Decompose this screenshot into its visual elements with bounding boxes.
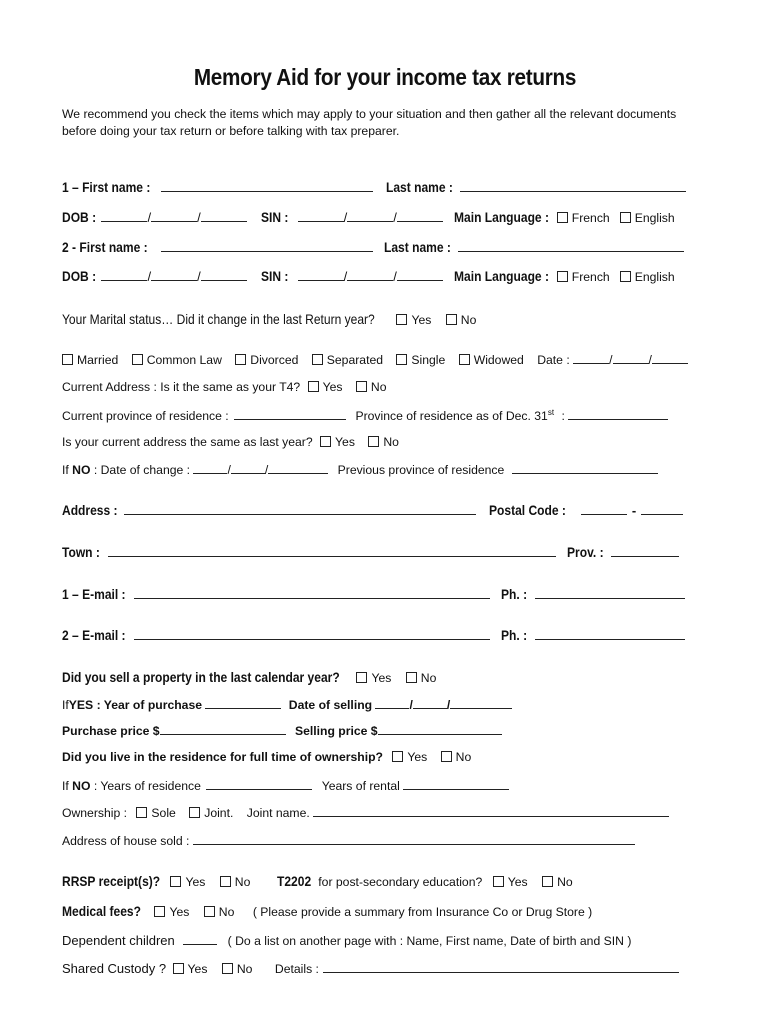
address-last-year-no-checkbox[interactable] [368,436,379,447]
if-no-prefix: If [62,463,69,477]
address-t4-no-label: No [370,380,387,394]
date-selling-label: Date of selling [288,698,373,712]
address-sold-field[interactable] [193,833,635,845]
if-no-word: NO [72,463,91,477]
email1-field[interactable] [134,587,490,599]
email2-label: 2 – E-mail : [62,627,126,643]
rrsp-yes-checkbox[interactable] [170,876,181,887]
sin-label-2: SIN : [261,268,289,284]
phone2-field[interactable] [535,628,685,640]
postal-code-part2[interactable] [641,503,683,515]
email2-field[interactable] [134,628,490,640]
address-t4-no-checkbox[interactable] [356,381,367,392]
french-checkbox[interactable] [557,212,568,223]
dependents-label: Dependent children [62,933,175,948]
medical-no-label: No [218,905,235,919]
address-last-year-yes-checkbox[interactable] [320,436,331,447]
main-language-label-2: Main Language : [454,268,550,284]
sin-part1-field-2[interactable] [298,269,344,281]
rrsp-yes-label: Yes [185,875,206,889]
english-label-2: English [634,270,675,284]
property-no-label: No [420,671,437,685]
single-checkbox[interactable] [396,354,407,365]
address-t4-yes-checkbox[interactable] [308,381,319,392]
medical-no-checkbox[interactable] [204,906,215,917]
phone1-field[interactable] [535,587,685,599]
last-name-label: Last name : [385,179,453,195]
t2202-no-checkbox[interactable] [542,876,553,887]
sin-part2-field-2[interactable] [347,269,393,281]
custody-yes-checkbox[interactable] [173,963,184,974]
change-year-field[interactable] [268,462,328,474]
dependents-row [62,932,631,950]
phone1-label: Ph. : [500,586,528,602]
rrsp-label: RRSP receipt(s)? [62,873,161,889]
property-question: Did you sell a property in the last calendar year? [62,669,340,685]
email1-row [62,586,685,604]
live-yes-checkbox[interactable] [392,751,403,762]
person2-name-row [62,239,684,257]
previous-province-label: Previous province of residence [337,463,505,477]
years-residence-label: : Years of residence [93,779,201,793]
prov-field[interactable] [611,545,679,557]
sole-checkbox[interactable] [136,807,147,818]
dob-month-field[interactable] [151,210,197,222]
dob-year-field-2[interactable] [201,269,247,281]
email2-row [62,627,685,645]
live-no-checkbox[interactable] [441,751,452,762]
marital-date-year[interactable] [652,352,688,364]
property-yes-label: Yes [371,671,392,685]
joint-name-label: Joint name. [246,806,310,820]
common-law-checkbox[interactable] [132,354,143,365]
selling-day-field[interactable] [375,697,409,709]
common-law-label: Common Law [146,353,222,367]
medical-label: Medical fees? [62,903,141,919]
years-rental-label: Years of rental [321,779,400,793]
rrsp-no-label: No [234,875,251,889]
email1-label: 1 – E-mail : [62,586,126,602]
first-name-field[interactable] [161,180,373,192]
address-field[interactable] [124,503,476,515]
ownership-row [62,805,669,820]
divorced-label: Divorced [250,353,299,367]
custody-label: Shared Custody ? [62,961,167,976]
selling-price-field[interactable] [378,723,502,735]
first-name-label-2: 2 - First name : [62,239,148,255]
dob-month-field-2[interactable] [151,269,197,281]
marital-no-checkbox[interactable] [446,314,457,325]
married-label: Married [77,353,119,367]
medical-yes-label: Yes [169,905,190,919]
address-last-year-no-label: No [383,435,399,449]
ownership-label: Ownership : [62,806,128,820]
t2202-no-label: No [557,875,573,889]
postal-code-label: Postal Code : [488,502,566,518]
sin-label: SIN : [261,209,289,225]
change-date-row: If NO : Date of change : / / Previous province of residence [62,462,658,477]
postal-dash: - [631,503,637,518]
custody-yes-label: Yes [187,962,208,976]
years-residence-field[interactable] [206,778,312,790]
change-day-field[interactable] [193,462,227,474]
previous-province-field[interactable] [512,462,658,474]
address-last-year-row [62,435,399,449]
sole-label: Sole [151,806,176,820]
main-language-label: Main Language : [454,209,550,225]
marital-date-label: Date : [537,353,570,367]
if-no-prefix-2: If [62,779,69,793]
dob-year-field[interactable] [201,210,247,222]
marital-date-day[interactable] [573,352,609,364]
dec31-province-label: Province of residence as of Dec. 31 [355,409,548,424]
rrsp-no-checkbox[interactable] [220,876,231,887]
address-row [62,502,683,520]
custody-details-field[interactable] [323,961,679,973]
marital-question-row [62,311,476,329]
custody-no-label: No [236,962,253,976]
address-t4-row [62,380,386,394]
marital-yes-label: Yes [411,313,432,327]
purchase-price-field[interactable] [160,723,286,735]
divorced-checkbox[interactable] [235,354,246,365]
town-row [62,544,679,562]
medical-note: ( Please provide a summary from Insurance Co or Drug Store ) [252,905,593,919]
live-residence-row [62,750,471,764]
married-checkbox[interactable] [62,354,73,365]
english-checkbox[interactable] [620,212,631,223]
live-yes-label: Yes [407,750,428,764]
selling-year-field[interactable] [450,697,512,709]
french-checkbox-2[interactable] [557,271,568,282]
t2202-yes-label: Yes [507,875,528,889]
joint-label: Joint. [204,806,234,820]
t2202-text: for post-secondary education? [318,875,483,889]
dependents-field[interactable] [183,933,217,945]
english-label: English [634,211,675,225]
person1-name-row [62,179,686,197]
dob-day-field-2[interactable] [101,269,147,281]
page-title: Memory Aid for your income tax returns [193,64,577,90]
separated-checkbox[interactable] [312,354,323,365]
province-row [62,408,668,423]
if-yes-prefix: If [62,698,69,712]
custody-row [62,960,679,978]
separated-label: Separated [326,353,384,367]
marital-no-label: No [460,313,477,327]
purchase-row: IfYES : Year of purchase Date of selling / / [62,697,512,712]
widowed-label: Widowed [473,353,524,367]
marital-date-month[interactable] [613,352,649,364]
selling-month-field[interactable] [413,697,447,709]
dob-day-field[interactable] [101,210,147,222]
purchase-price-label: Purchase price $ [62,724,160,738]
sin-part3-field[interactable] [397,210,443,222]
years-row [62,778,509,793]
french-label-2: French [571,270,610,284]
sin-part2-field[interactable] [347,210,393,222]
property-no-checkbox[interactable] [406,672,417,683]
medical-row [62,903,592,921]
dependents-note: ( Do a list on another page with : Name, First name, Date of birth and SIN ) [227,934,632,948]
custody-no-checkbox[interactable] [222,963,233,974]
if-yes-word: YES [68,698,94,712]
intro-text: We recommend you check the items which may apply to your situation and then gather all the relevant documents before doing your tax return or before talking with tax preparer. [62,107,677,138]
person1-dob-row: DOB : / / SIN : / / Main Language : French English [62,209,675,225]
dob-label-2: DOB : [62,268,97,284]
sin-part3-field-2[interactable] [397,269,443,281]
medical-yes-checkbox[interactable] [154,906,165,917]
postal-code-part1[interactable] [581,503,627,515]
selling-price-label: Selling price $ [294,724,378,738]
price-row [62,723,502,738]
joint-checkbox[interactable] [189,807,200,818]
address-sold-row [62,833,635,848]
first-name-field-2[interactable] [161,240,373,252]
date-of-change-label: : Date of change : [93,463,191,477]
marital-yes-checkbox[interactable] [396,314,407,325]
single-label: Single [411,353,446,367]
address-last-year-yes-label: Yes [335,435,355,449]
if-no-word-2: NO [72,779,91,793]
live-no-label: No [455,750,472,764]
dec31-province-field[interactable] [568,408,668,420]
prov-label: Prov. : [566,544,604,560]
dec31-sup: st [547,408,555,417]
marital-options-row: Married Common Law Divorced Separated Single Widowed Date : / / [62,352,688,367]
year-purchase-label: : Year of purchase [96,698,203,712]
first-name-label: 1 – First name : [62,179,151,195]
widowed-checkbox[interactable] [459,354,470,365]
current-province-field[interactable] [234,408,346,420]
town-field[interactable] [108,545,556,557]
current-province-label: Current province of residence : [62,409,229,424]
phone2-label: Ph. : [500,627,528,643]
last-name-label-2: Last name : [383,239,451,255]
last-name-field[interactable] [460,180,686,192]
year-purchase-field[interactable] [205,697,281,709]
address-label: Address : [62,502,118,518]
live-residence-question: Did you live in the residence for full time of ownership? [62,750,383,764]
french-label: French [571,211,610,225]
dec31-colon: : [561,409,565,424]
years-rental-field[interactable] [403,778,509,790]
address-t4-question: Current Address : Is it the same as your T4? [62,380,301,394]
rrsp-row [62,873,573,891]
t2202-label: T2202 [276,873,311,889]
sin-part1-field[interactable] [298,210,344,222]
last-name-field-2[interactable] [458,240,684,252]
address-sold-label: Address of house sold : [62,834,190,848]
custody-details-label: Details : [274,962,319,976]
dob-label: DOB : [62,209,97,225]
property-yes-checkbox[interactable] [356,672,367,683]
town-label: Town : [62,544,100,560]
change-month-field[interactable] [231,462,265,474]
marital-question: Your Marital status… Did it change in the last Return year? [62,311,375,327]
joint-name-field[interactable] [313,805,669,817]
t2202-yes-checkbox[interactable] [493,876,504,887]
address-t4-yes-label: Yes [322,380,343,394]
property-question-row [62,669,436,687]
person2-dob-row: DOB : / / SIN : / / Main Language : French English [62,268,675,284]
address-last-year-question: Is your current address the same as last year? [62,435,313,449]
english-checkbox-2[interactable] [620,271,631,282]
